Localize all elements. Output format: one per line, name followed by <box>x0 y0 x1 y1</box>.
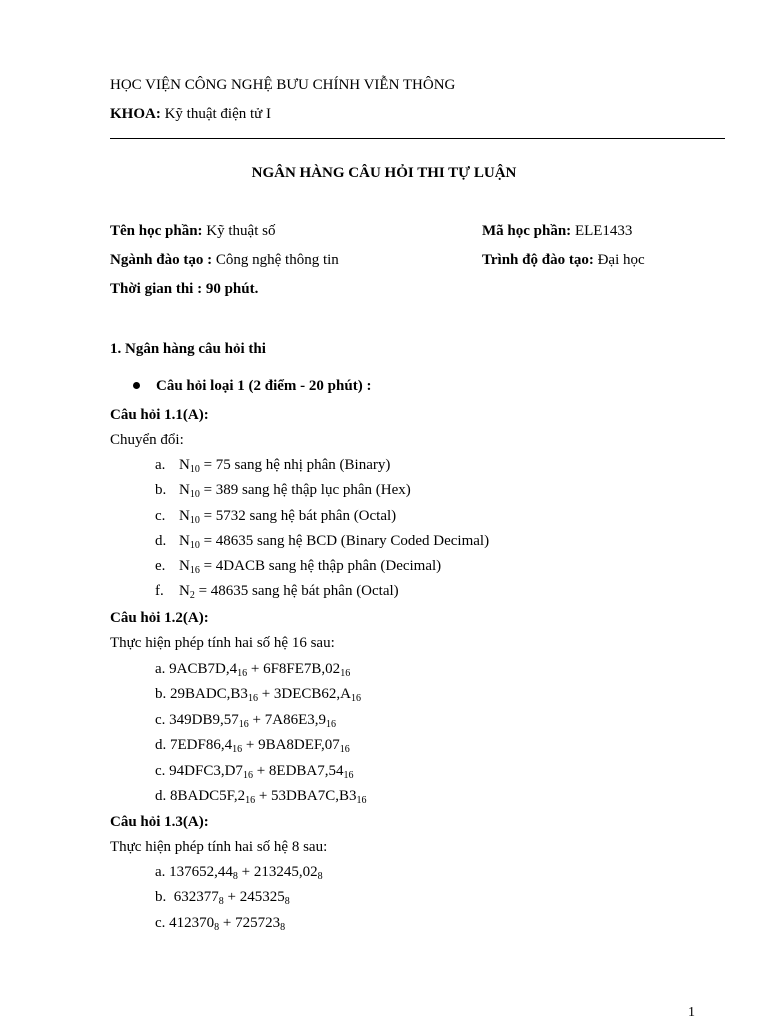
list-item: b. $N_{10} = 389$ sang hệ thập lục phân (Hex) <box>155 482 411 500</box>
list-item: d. $N_{10} = 48635$ sang hệ BCD (Binary Coded Decimal) <box>155 533 490 551</box>
faculty-label: KHOA: <box>110 106 161 122</box>
list-item: d. $8BADC5F,2_{16} + 53DBA7C,B3_{16}$ <box>155 788 367 806</box>
question-1-2-title: Câu hỏi 1.2(A): <box>110 610 209 626</box>
exam-duration: Thời gian thi : 90 phút. <box>110 281 259 297</box>
bullet-dot-icon <box>133 382 140 389</box>
major-value: Công nghệ thông tin <box>212 252 339 268</box>
document-title: NGÂN HÀNG CÂU HỎI THI TỰ LUẬN <box>251 165 517 181</box>
course-name-value: Kỹ thuật số <box>202 223 276 239</box>
list-item: f. $N_2 = 48635$ sang hệ bát phân (Octal) <box>155 583 399 601</box>
list-item: a. $N_{10} = 75$ sang hệ nhị phân (Binary) <box>155 457 391 475</box>
level-line <box>482 252 645 269</box>
list-item: c. $349DB9,57_{16} + 7A86E3,9_{16}$ <box>155 712 336 730</box>
list-item: b. $632377_8 + 245325_8$ <box>155 889 290 907</box>
list-item: c. $412370_8 + 725723_8$ <box>155 915 286 933</box>
list-item: b. $29BADC,B3_{16}$ + $3DECB62,A_{16}$ <box>155 686 361 704</box>
header-divider <box>110 138 725 139</box>
major-label: Ngành đào tạo : <box>110 252 213 268</box>
question-1-1-title: Câu hỏi 1.1(A): <box>110 407 209 423</box>
institute-name: HỌC VIỆN CÔNG NGHỆ BƯU CHÍNH VIỄN THÔNG <box>110 77 456 93</box>
question-type-1: Câu hỏi loại 1 (2 điểm - 20 phút) : <box>156 378 372 394</box>
course-name-label: Tên học phần: <box>110 223 203 239</box>
level-label: Trình độ đào tạo: <box>482 252 594 268</box>
level-value: Đại học <box>593 252 645 268</box>
list-item: a. $137652,44_8 + 213245,02_8$ <box>155 864 323 882</box>
list-item: c. $94DFC3,D7_{16}$ + $8EDBA7,54_{16}$ <box>155 763 354 781</box>
question-1-2-intro: Thực hiện phép tính hai số hệ 16 sau: <box>110 635 335 651</box>
list-item: a. $9ACB7D,4_{16} + 6F8FE7B,02_{16}$ <box>155 661 351 679</box>
course-code-value: ELE1433 <box>571 223 633 239</box>
course-name-line <box>110 223 275 240</box>
section-heading: 1. Ngân hàng câu hỏi thi <box>110 341 266 357</box>
course-code-line <box>482 223 632 240</box>
faculty-line <box>110 106 271 123</box>
faculty-value: Kỹ thuật điện tử I <box>160 106 272 122</box>
list-item: d. $7EDF86,4_{16} + 9BA8DEF,07_{16}$ <box>155 737 350 755</box>
page-number: 1 <box>688 1005 695 1020</box>
list-item: e. $N_{16}$ = 4DACB sang hệ thập phân (Decimal) <box>155 558 442 576</box>
course-code-label: Mã học phần: <box>482 223 572 239</box>
major-line <box>110 252 339 269</box>
question-1-1-intro: Chuyển đổi: <box>110 432 184 448</box>
list-item: c. $N_{10} = 5732$ sang hệ bát phân (Octal) <box>155 508 397 526</box>
question-1-3-intro: Thực hiện phép tính hai số hệ 8 sau: <box>110 839 328 855</box>
question-1-3-title: Câu hỏi 1.3(A): <box>110 814 209 830</box>
